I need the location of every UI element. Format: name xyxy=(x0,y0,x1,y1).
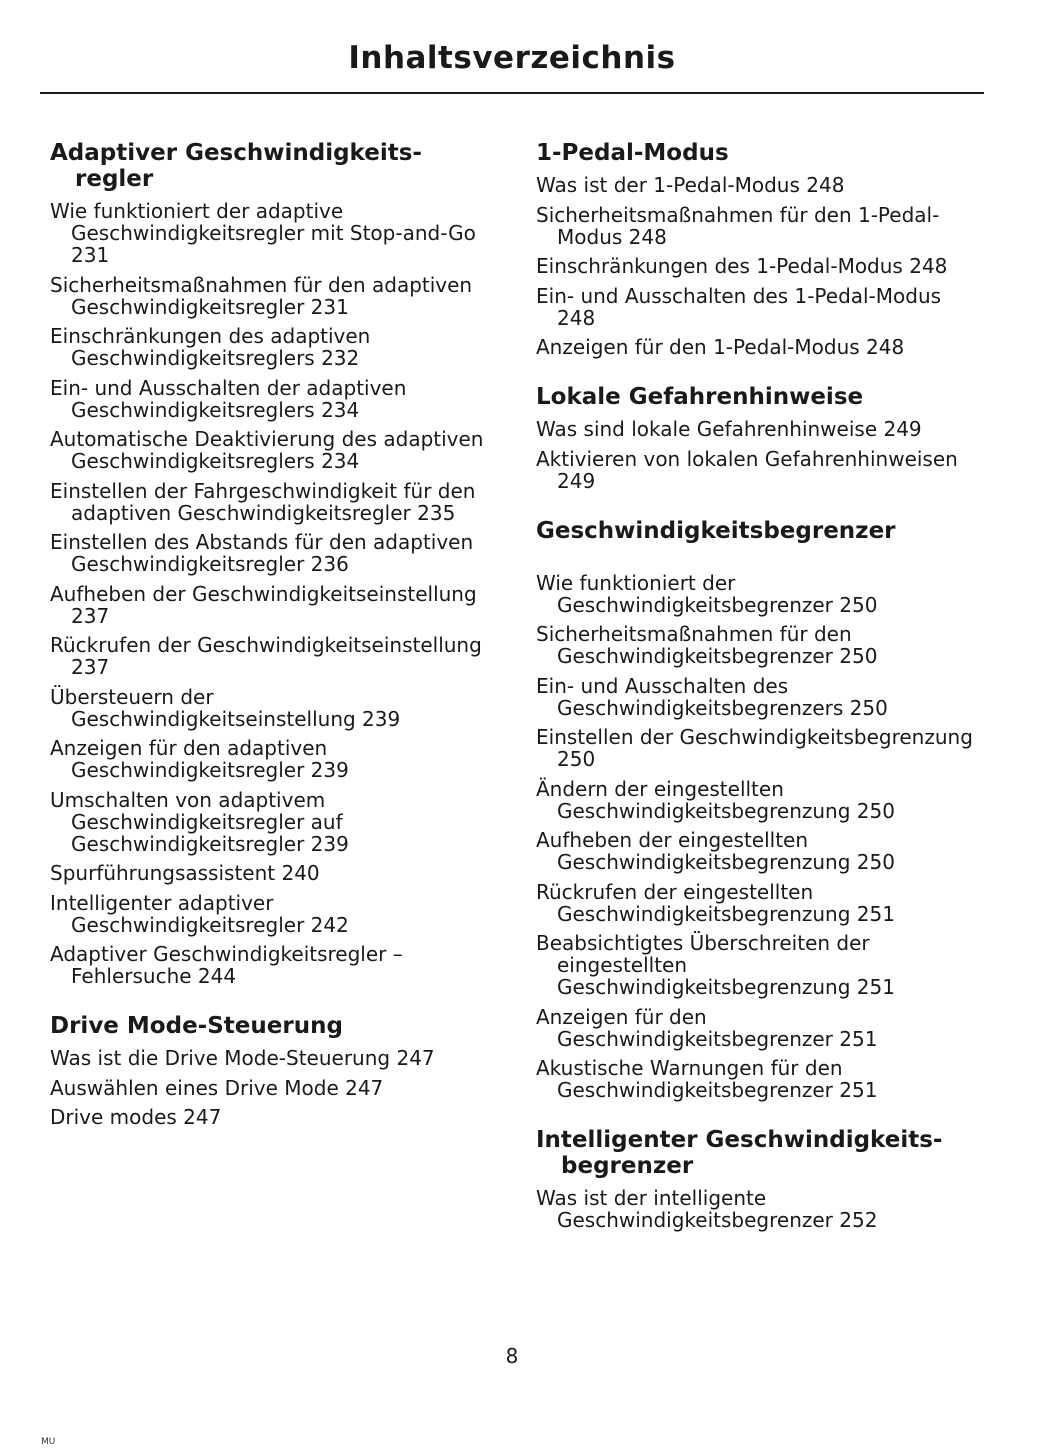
toc-entry[interactable] xyxy=(50,377,488,421)
toc-entry[interactable] xyxy=(50,737,488,781)
toc-entry[interactable] xyxy=(50,274,488,318)
entry-title: Einschränkungen des adaptiven Geschwindigkeitsreglers xyxy=(50,324,371,370)
entry-page-number: 235 xyxy=(410,500,456,525)
toc-entry[interactable] xyxy=(536,1006,974,1050)
entry-page-number: 249 xyxy=(877,417,922,441)
toc-right-column xyxy=(536,140,974,1257)
entry-page-number: 248 xyxy=(902,254,948,278)
entry-page-number: 252 xyxy=(832,1208,878,1232)
entry-page-number: 250 xyxy=(832,644,878,668)
toc-entry[interactable] xyxy=(536,932,974,998)
entry-title: Drive modes xyxy=(50,1105,177,1129)
section-heading: Geschwindigkeitsbegrenzer xyxy=(536,517,896,544)
toc-entry[interactable] xyxy=(536,255,974,277)
toc-entry[interactable] xyxy=(536,1057,974,1101)
entry-title: Akustische Warnungen für den Geschwindigkeitsbegrenzer xyxy=(536,1056,843,1102)
entry-page-number: 247 xyxy=(338,1075,384,1100)
entry-page-number: 250 xyxy=(557,747,596,771)
entry-page-number: 251 xyxy=(832,1078,878,1102)
toc-entry[interactable] xyxy=(536,336,974,358)
toc-entry[interactable] xyxy=(50,583,488,627)
entry-page-number: 250 xyxy=(832,592,878,617)
section-heading: Drive Mode-Steuerung xyxy=(50,1013,343,1039)
entry-title: Sicherheitsmaßnahmen für den adaptiven Geschwindigkeitsregler xyxy=(50,272,473,319)
entry-page-number: 236 xyxy=(304,552,349,576)
toc-section xyxy=(50,140,488,987)
toc-entry[interactable] xyxy=(50,892,488,936)
entry-page-number: 240 xyxy=(275,861,320,885)
entry-title: Automatische Deaktivierung des adaptiven Geschwindigkeitsreglers xyxy=(50,427,484,473)
entry-title: Beabsichtigtes Überschreiten der eingestellten Geschwindigkeitsbegrenzung xyxy=(536,931,870,999)
entry-page-number: 250 xyxy=(843,695,888,720)
toc-entry[interactable] xyxy=(536,448,974,492)
entry-title: Was ist der 1-Pedal-Modus xyxy=(536,173,800,197)
entry-page-number: 239 xyxy=(355,706,401,731)
footer-code: MU xyxy=(41,1437,56,1447)
entry-title: Aktivieren von lokalen Gefahrenhinweisen xyxy=(536,446,958,471)
entry-page-number: 234 xyxy=(314,449,360,473)
entry-title: Adaptiver Geschwindigkeitsregler – Fehlersuche xyxy=(50,942,403,988)
entry-page-number: 237 xyxy=(71,655,110,679)
section-heading: 1-Pedal-Modus xyxy=(536,140,729,166)
entry-page-number: 249 xyxy=(557,468,596,493)
entry-page-number: 234 xyxy=(314,397,360,422)
toc-entry[interactable] xyxy=(50,1077,488,1099)
entry-page-number: 237 xyxy=(71,603,110,628)
entry-title: Anzeigen für den adaptiven Geschwindigkeitsregler xyxy=(50,736,328,782)
toc-entry[interactable] xyxy=(50,325,488,369)
entry-title: Wie funktioniert der adaptive Geschwindigkeitsregler mit Stop-and-Go xyxy=(50,199,476,245)
section-heading: Adaptiver Geschwindigkeits- regler xyxy=(50,140,422,192)
section-heading: Lokale Gefahrenhinweise xyxy=(536,384,864,410)
entry-title: Ein- und Ausschalten der adaptiven Geschwindigkeitsreglers xyxy=(50,375,407,422)
entry-title: Einstellen der Fahrgeschwindigkeit für den adaptiven Geschwindigkeitsregler xyxy=(50,478,476,525)
entry-page-number: 247 xyxy=(390,1046,435,1070)
section-heading: Intelligenter Geschwindigkeits- begrenzer xyxy=(536,1127,943,1179)
toc-entry[interactable] xyxy=(50,862,488,884)
entry-title: Sicherheitsmaßnahmen für den 1-Pedal-Modus xyxy=(536,202,940,249)
toc-entry[interactable] xyxy=(50,1047,488,1069)
toc-section xyxy=(536,1127,974,1231)
entry-page-number: 248 xyxy=(799,173,845,197)
toc-entry[interactable] xyxy=(50,789,488,855)
entry-title: Einstellen der Geschwindigkeitsbegrenzung xyxy=(536,725,973,749)
entry-title: Was ist der intelligente Geschwindigkeitsbegrenzer xyxy=(536,1186,833,1232)
entry-page-number: 239 xyxy=(304,831,349,856)
entry-title: Auswählen eines Drive Mode xyxy=(50,1075,339,1100)
toc-section xyxy=(50,1013,488,1128)
toc-entry[interactable] xyxy=(50,200,488,266)
toc-entry[interactable] xyxy=(536,285,974,329)
toc-entry[interactable] xyxy=(50,634,488,678)
toc-entry[interactable] xyxy=(536,204,974,248)
toc-entry[interactable] xyxy=(536,829,974,873)
entry-title: Ändern der eingestellten Geschwindigkeitsbegrenzung xyxy=(536,776,851,823)
entry-title: Sicherheitsmaßnahmen für den Geschwindigkeitsbegrenzer xyxy=(536,622,852,668)
toc-entry[interactable] xyxy=(536,418,974,440)
entry-title: Was ist die Drive Mode-Steuerung xyxy=(50,1046,391,1070)
toc-entry[interactable] xyxy=(50,480,488,524)
entry-title: Umschalten von adaptivem Geschwindigkeitsregler auf Geschwindigkeitsregler xyxy=(50,787,343,856)
toc-section xyxy=(536,518,974,1102)
entry-page-number: 251 xyxy=(850,901,895,926)
entry-page-number: 248 xyxy=(622,224,667,249)
entry-page-number: 251 xyxy=(832,1026,878,1051)
entry-page-number: 248 xyxy=(859,335,905,359)
entry-title: Rückrufen der eingestellten Geschwindigkeitsbegrenzung xyxy=(536,879,851,926)
entry-title: Einstellen des Abstands für den adaptiven Geschwindigkeitsregler xyxy=(50,530,474,576)
toc-entry[interactable] xyxy=(50,943,488,987)
toc-entry[interactable] xyxy=(50,428,488,472)
toc-section xyxy=(536,384,974,492)
entry-page-number: 232 xyxy=(314,346,360,370)
toc-entry[interactable] xyxy=(536,623,974,667)
section-spacer xyxy=(536,552,974,572)
entry-page-number: 231 xyxy=(304,294,349,319)
page-title: Inhaltsverzeichnis xyxy=(348,40,676,76)
entry-page-number: 239 xyxy=(304,758,349,782)
entry-page-number: 244 xyxy=(191,964,237,988)
toc-entry[interactable] xyxy=(50,531,488,575)
toc-entry[interactable] xyxy=(536,572,974,616)
toc-left-column xyxy=(50,140,488,1154)
entry-title: Übersteuern der Geschwindigkeitseinstellung xyxy=(50,684,356,731)
entry-title: Spurführungsassistent xyxy=(50,861,276,885)
entry-title: Aufheben der eingestellten Geschwindigkeitsbegrenzung xyxy=(536,828,851,874)
entry-title: Anzeigen für den 1-Pedal-Modus xyxy=(536,335,860,359)
title-divider xyxy=(40,92,984,94)
entry-page-number: 250 xyxy=(850,798,895,823)
entry-title: Aufheben der Geschwindigkeitseinstellung xyxy=(50,581,477,606)
entry-title: Rückrufen der Geschwindigkeitseinstellung xyxy=(50,633,482,657)
entry-title: Wie funktioniert der Geschwindigkeitsbegrenzer xyxy=(536,570,833,617)
entry-page-number: 242 xyxy=(304,912,349,937)
toc-entry[interactable] xyxy=(536,881,974,925)
entry-page-number: 231 xyxy=(71,243,110,267)
entry-title: Einschränkungen des 1-Pedal-Modus xyxy=(536,254,903,278)
entry-title: Ein- und Ausschalten des Geschwindigkeitsbegrenzers xyxy=(536,673,844,720)
entry-title: Intelligenter adaptiver Geschwindigkeitsregler xyxy=(50,890,305,937)
toc-section xyxy=(536,140,974,358)
entry-page-number: 251 xyxy=(850,975,895,999)
entry-page-number: 250 xyxy=(850,850,895,874)
page-number: 8 xyxy=(505,1344,519,1368)
entry-page-number: 248 xyxy=(557,305,596,330)
entry-title: Was sind lokale Gefahrenhinweise xyxy=(536,417,878,441)
toc-entry[interactable] xyxy=(50,686,488,730)
entry-title: Ein- und Ausschalten des 1-Pedal-Modus xyxy=(536,283,942,308)
toc-entry[interactable] xyxy=(536,726,974,770)
toc-entry[interactable] xyxy=(536,778,974,822)
toc-entry[interactable] xyxy=(536,1187,974,1231)
toc-entry[interactable] xyxy=(536,675,974,719)
entry-page-number: 247 xyxy=(176,1105,222,1129)
toc-entry[interactable] xyxy=(50,1106,488,1128)
toc-entry[interactable] xyxy=(536,174,974,196)
entry-title: Anzeigen für den Geschwindigkeitsbegrenzer xyxy=(536,1004,833,1051)
